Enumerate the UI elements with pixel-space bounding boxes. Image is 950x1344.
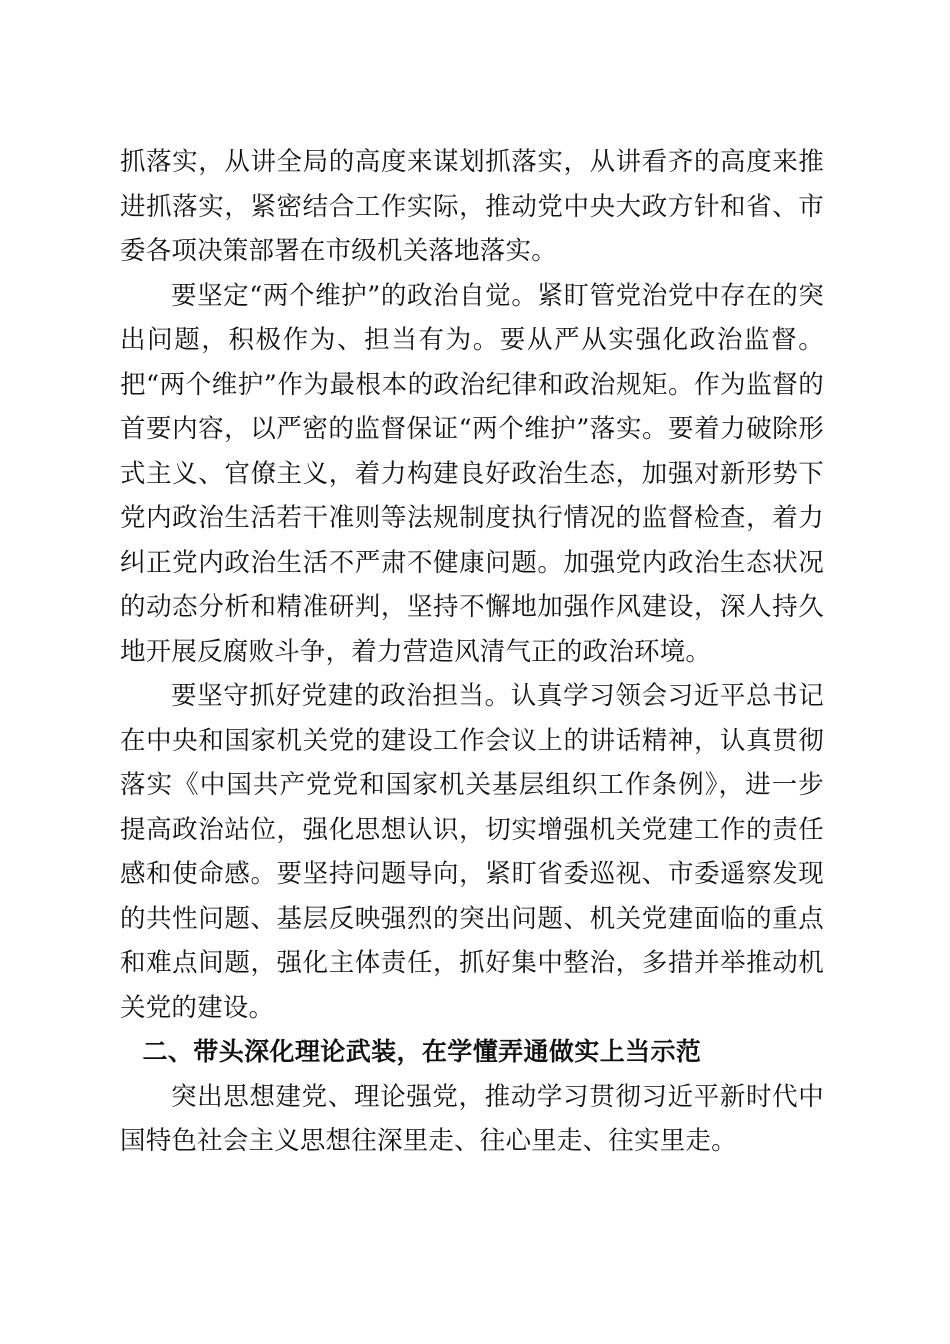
paragraph-continuation: 抓落实，从讲全局的高度来谋划抓落实，从讲看齐的高度来推进抓落实，紧密结合工作实际，推动党中央大政方针和省、市委各项决策部署在市级机关落地落实。 bbox=[120, 147, 824, 266]
section-heading: 二、带头深化理论武装，在学懂弄通做实上当示范 bbox=[142, 1037, 702, 1066]
document-body bbox=[120, 140, 824, 1164]
paragraph-party-building: 要坚守抓好党建的政治担当。认真学习领会习近平总书记在中央和国家机关党的建设工作会议上的讲话精神，认真贯彻落实《中国共产党党和国家机关基层组织工作条例》，进一步提高政治站位，强化思想认识，切实增强机关党建工作的责任感和使命感。要坚持问题导向，紧盯省委巡视、市委遥察发现的共性问题、基层反映强烈的突出问题、机关党建面临的重点和难点间题，强化主体责任，抓好集中整治，多措并举推动机关党的建设。 bbox=[120, 681, 824, 1023]
paragraph-theory: 突出思想建党、理论强党，推动学习贯彻习近平新时代中国特色社会主义思想往深里走、往心里走、往实里走。 bbox=[120, 1081, 824, 1156]
paragraph-political-consciousness: 要坚定“两个维护”的政治自觉。紧盯管党治党中存在的突出问题，积极作为、担当有为。要从严从实强化政治监督。把“两个维护”作为最根本的政治纪律和政治规矩。作为监督的首要内容，以严密的监督保证“两个维护”落实。要着力破除形式主义、官僚主义，着力构建良好政治生态，加强对新形势下党内政治生活若干准则等法规制度执行情况的监督检查，着力纠正党内政治生活不严肃不健康问题。加强党内政治生态状况的动态分析和精准研判，坚持不懈地加强作风建设，深人持久地开展反腐败斗争，着力营造风清气正的政治环境。 bbox=[120, 280, 824, 667]
